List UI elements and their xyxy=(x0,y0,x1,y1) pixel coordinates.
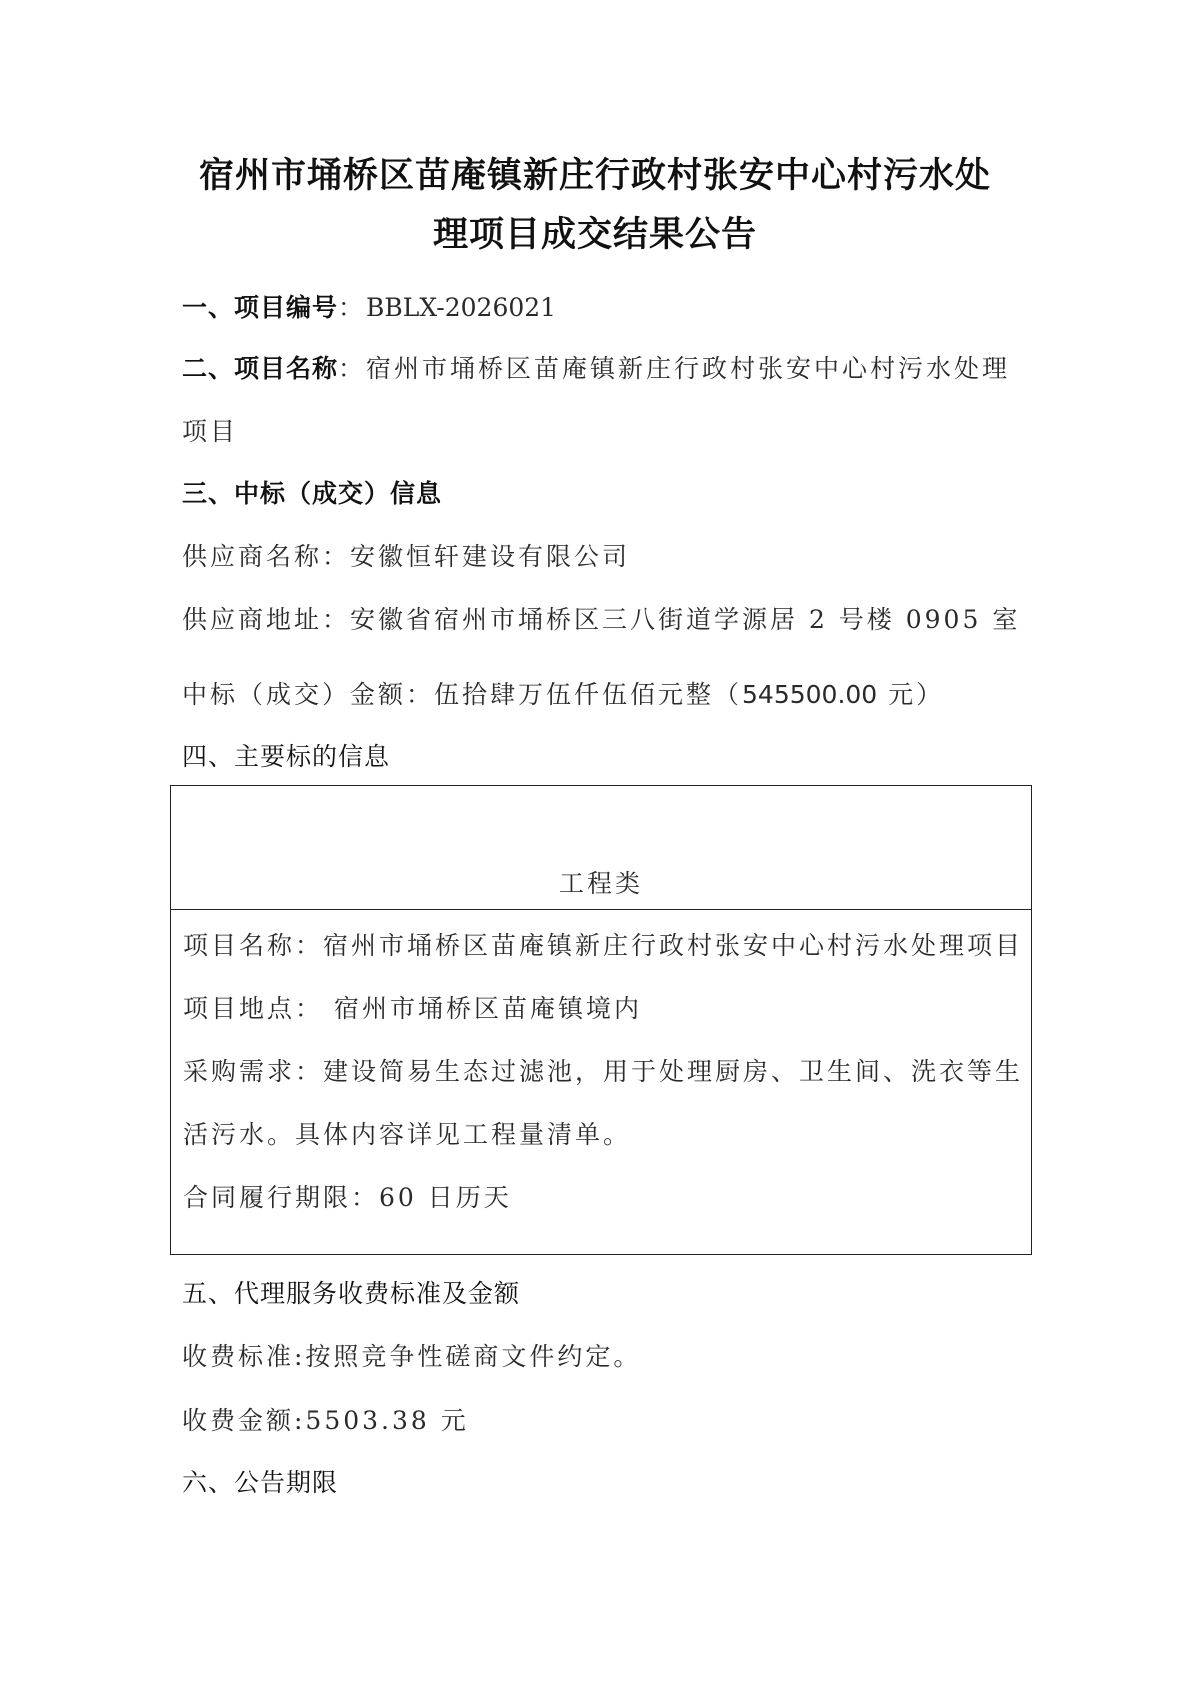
award-amount-suffix: 元） xyxy=(877,680,945,709)
project-name-value: 宿州市埇桥区苗庵镇新庄行政村张安中心村污水处理 xyxy=(366,354,1011,383)
table-divider xyxy=(171,909,1031,910)
project-number-sep: ： xyxy=(338,293,367,322)
project-name-label: 二、项目名称 xyxy=(182,354,339,383)
project-number-value: BBLX-2026021 xyxy=(366,293,557,322)
project-name-sep: ： xyxy=(338,354,367,383)
award-amount-number: 545500.00 xyxy=(742,680,878,709)
subject-duration: 合同履行期限：60 日历天 xyxy=(183,1183,512,1212)
subject-heading: 四、主要标的信息 xyxy=(182,742,391,771)
award-heading: 三、中标（成交）信息 xyxy=(182,479,443,508)
subject-project-name: 项目名称：宿州市埇桥区苗庵镇新庄行政村张安中心村污水处理项目 xyxy=(183,931,1024,960)
subject-category: 工程类 xyxy=(558,869,643,898)
agency-fee-standard: 收费标准:按照竞争性磋商文件约定。 xyxy=(182,1342,642,1371)
supplier-name: 供应商名称：安徽恒轩建设有限公司 xyxy=(182,542,631,571)
supplier-address: 供应商地址：安徽省宿州市埇桥区三八街道学源居 2 号楼 0905 室 xyxy=(182,605,1021,634)
notice-period-heading: 六、公告期限 xyxy=(182,1468,339,1497)
subject-table xyxy=(170,785,1032,1255)
project-name-row xyxy=(182,349,1010,385)
agency-fee-amount: 收费金额:5503.38 元 xyxy=(182,1406,469,1435)
project-number-row xyxy=(182,288,556,324)
page-title-line-1: 宿州市埇桥区苗庵镇新庄行政村张安中心村污水处 xyxy=(198,156,991,196)
subject-requirement-1: 采购需求：建设简易生态过滤池，用于处理厨房、卫生间、洗衣等生 xyxy=(183,1057,1024,1086)
page-title-line-2: 理项目成交结果公告 xyxy=(432,215,757,255)
project-number-label: 一、项目编号 xyxy=(182,293,339,322)
award-amount xyxy=(182,675,944,711)
subject-requirement-2: 活污水。具体内容详见工程量清单。 xyxy=(183,1120,632,1149)
award-amount-prefix: 中标（成交）金额：伍拾肆万伍仟伍佰元整（ xyxy=(182,680,743,709)
agency-fee-heading: 五、代理服务收费标准及金额 xyxy=(182,1279,521,1308)
project-name-value-cont: 项目 xyxy=(182,417,239,446)
subject-location: 项目地点： 宿州市埇桥区苗庵镇境内 xyxy=(183,994,642,1023)
